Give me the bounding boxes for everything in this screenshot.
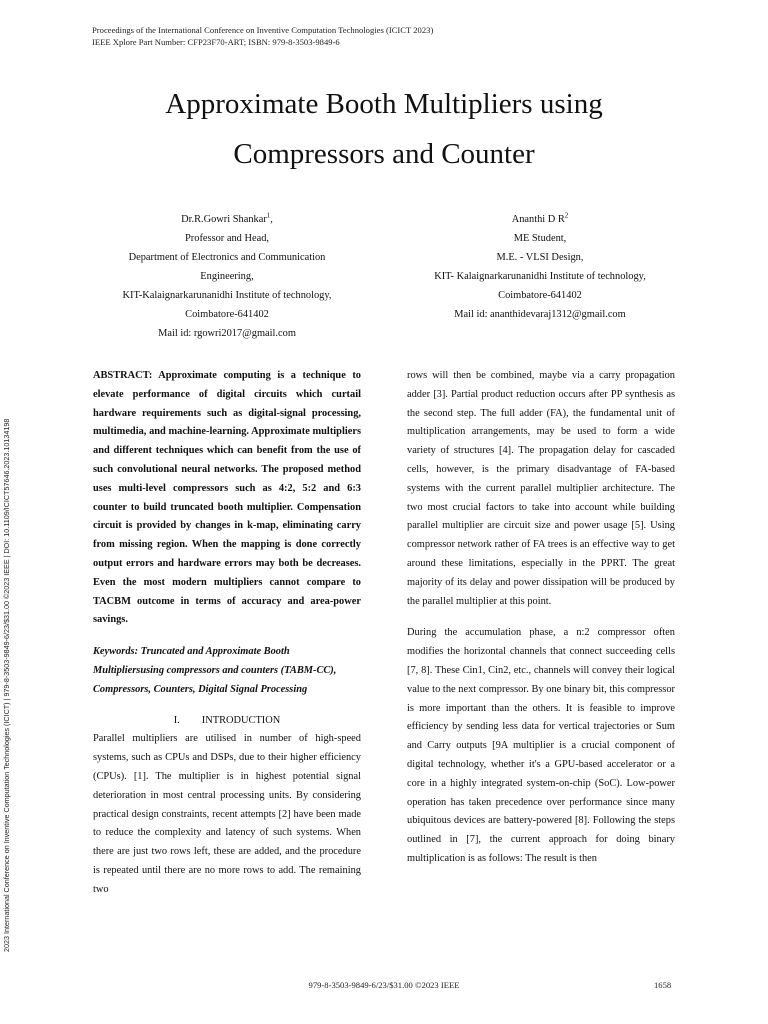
author-affiliation-line: Engineering,	[200, 271, 254, 282]
conference-header	[92, 24, 433, 48]
author-affiliation-line: Department of Electronics and Communication	[128, 252, 326, 263]
left-column	[93, 367, 361, 900]
author-affiliation-line: KIT-Kalaignarkarunanidhi Institute of technology,	[122, 290, 332, 301]
body-paragraph-2: During the accumulation phase, a n:2 compressor often modifies the horizontal channels that connect succeeding cells [7, 8]. These Cin1, Cin2, etc., channels will convey their logical value to the next compressor. By one binary bit, this compressor is more important than the others. It is feasible to improve efficiency by sending less data for vertical trajectories or Sum and Carry outputs [9A multiplier is a crucial component of digital technology, whether it's a GPU-based accelerator or a core in a highly integrated system-on-chip (SoC). Low-power operation has taken precedence over performance since many ubiquitous devices are battery-powered [8]. Following the steps outlined in [7], the current approach for doing binary multiplication is as follows: The result is then	[407, 627, 675, 864]
header-line-1: Proceedings of the International Conference on Inventive Computation Technologies (ICICT 2023)	[92, 25, 434, 35]
page-number: 1658	[654, 980, 672, 990]
author-affiliation-line: M.E. - VLSI Design,	[496, 252, 584, 263]
section-heading	[93, 712, 361, 731]
doi-sidebar: 2023 International Conference on Inventive Computation Technologies (ICICT) | 979-8-3503-9849-6/23/$31.00 ©2023 IEEE | DOI: 10.1109/ICICT57646.2023.10134198	[2, 418, 11, 952]
author-email: Mail id: rgowri2017@gmail.com	[158, 328, 296, 339]
author-name: Dr.R.Gowri Shankar$^1$,	[181, 211, 273, 225]
author-affiliation-line: ME Student,	[513, 233, 567, 244]
author-email: Mail id: ananthidevaraj1312@gmail.com	[454, 309, 626, 320]
body-paragraph-1: rows will then be combined, maybe via a carry propagation adder [3]. Partial product reduction occurs after PP synthesis as the second step. The full adder (FA), the fundamental unit of multiplication arrangements, may be used to form a wide variety of structures [4]. The propagation delay for cascaded cells, however, is the primary disadvantage of FA-based systems with the current parallel multiplier architecture. The two most crucial factors to take into account while building parallel multiplier are circuit size and power usage [5]. Using compressor network rather of FA trees is an effective way to get around these limitations, especially in the PPRT. The great majority of its delay and power dissipation will be produced by the parallel multiplier at this point.	[407, 370, 675, 607]
keywords: Keywords: Truncated and Approximate Booth Multipliersusing compressors and counters (TABM-CC), Compressors, Counters, Digital Signal Processing	[93, 646, 337, 695]
author-affiliation-line: KIT- Kalaignarkarunanidhi Institute of technology,	[434, 271, 646, 282]
author-affiliation-line: Professor and Head,	[185, 233, 269, 244]
author-affiliation-line: Coimbatore-641402	[185, 309, 269, 320]
introduction-paragraph: Parallel multipliers are utilised in number of high-speed systems, such as CPUs and DSPs, due to their higher efficiency (CPUs). [1]. The multiplier is in highest potential signal deterioration in most central processing units. By considering practical design constraints, recent attempts [2] have been made to reduce the complexity and latency of such systems. When there are just two rows left, these are added, and the procedure is repeated until there are no more rows to add. The remaining two	[93, 733, 361, 895]
section-title: INTRODUCTION	[201, 714, 281, 726]
footer-copyright: 979-8-3503-9849-6/23/$31.00 ©2023 IEEE	[308, 980, 460, 990]
author-block-1	[97, 210, 357, 343]
paper-title-line-2: Compressors and Counter	[233, 138, 535, 170]
paper-title-line-1: Approximate Booth Multipliers using	[165, 88, 603, 120]
section-number: I.	[173, 714, 180, 726]
right-column	[407, 367, 675, 869]
author-block-2	[410, 210, 670, 324]
abstract: ABSTRACT: Approximate computing is a technique to elevate performance of digital circuits which curtail hardware requirements such as digital-signal processing, multimedia, and machine-learning. Approximate multipliers and different techniques which can benefit from the use of such convolutional neural networks. The proposed method uses multi-level compressors such as 4:2, 5:2 and 6:3 counter to build truncated booth multiplier. Compensation circuit is provided by changes in k-map, eliminating carry from missing region. When the mapping is done correctly output errors and hardware errors may both be decreases. Even the most modern multipliers cannot compare to TACBM outcome in terms of accuracy and area-power savings.	[93, 370, 361, 626]
author-affiliation-line: Coimbatore-641402	[498, 290, 582, 301]
header-line-2: IEEE Xplore Part Number: CFP23F70-ART; ISBN: 979-8-3503-9849-6	[92, 37, 340, 47]
author-name: Ananthi D $R^2$	[511, 211, 569, 225]
